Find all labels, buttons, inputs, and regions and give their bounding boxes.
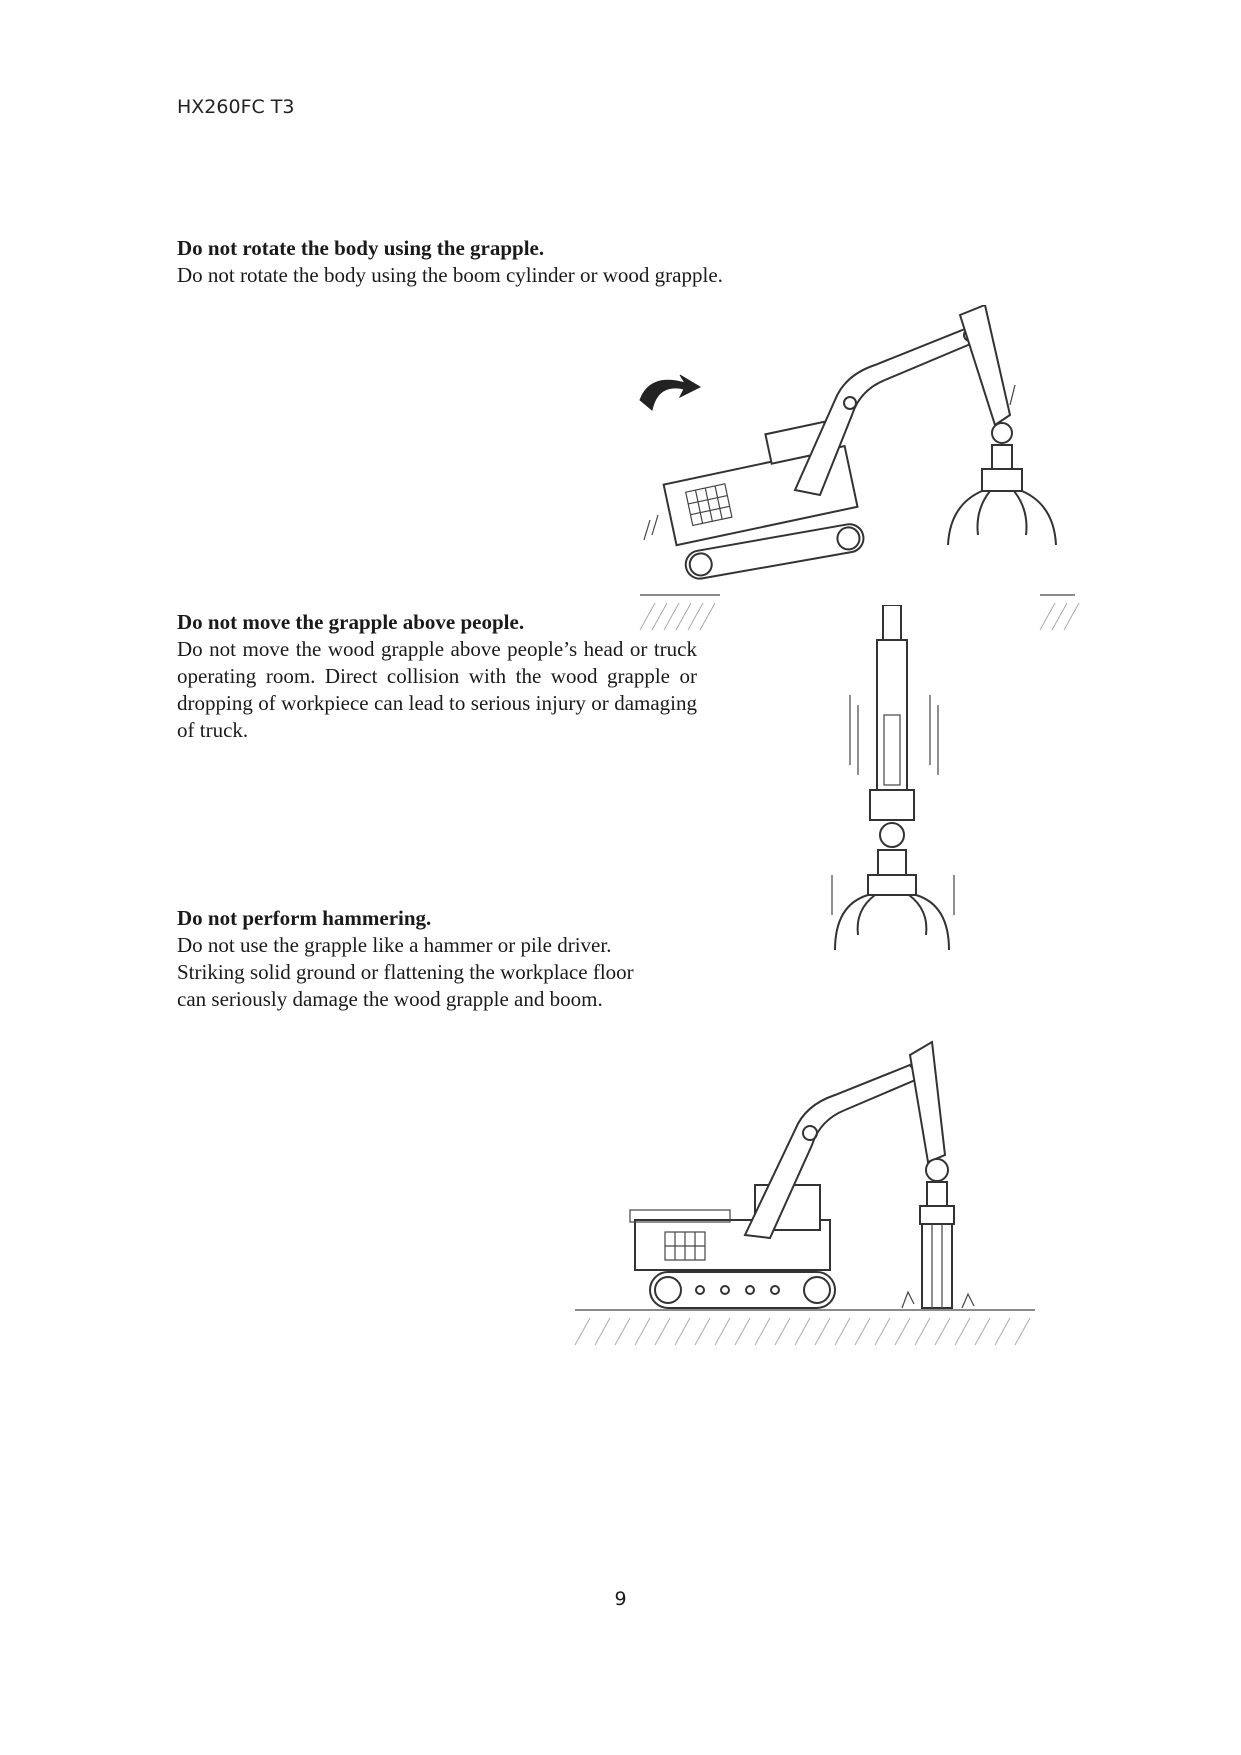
section-3-line-1: Do not use the grapple like a hammer or pile driver. [177,933,612,957]
figure-rotate-body [630,305,1080,635]
excavator-body [630,1185,830,1270]
arm [960,305,1010,425]
ground-hatch-left [640,595,720,630]
rotate-arrow-icon [640,375,700,410]
page-number: 9 [614,1588,627,1610]
section-2-title: Do not move the grapple above people. [177,610,525,634]
header-model: HX260FC T3 [177,96,295,118]
arm [910,1042,945,1162]
boom [795,327,980,495]
section-3-title: Do not perform hammering. [177,906,432,930]
ground-hatch-right [1040,595,1079,630]
section-3-line-3: can seriously damage the wood grapple and boom. [177,987,603,1011]
boom [745,1065,920,1238]
impact-mark-left [902,1292,914,1308]
grapple [948,423,1056,545]
ground-hatch [575,1310,1035,1345]
section-3-body [177,932,634,1013]
section-1-title: Do not rotate the body using the grapple. [177,236,545,260]
figure-grapple-above-people [820,605,970,950]
section-3-line-2: Striking solid ground or flattening the workplace floor [177,960,634,984]
grapple [920,1159,954,1308]
excavator-tracks [650,1272,835,1308]
impact-mark-right [962,1294,974,1308]
section-1-body: Do not rotate the body using the boom cylinder or wood grapple. [177,263,723,287]
figure-hammering [570,1020,1040,1350]
section-2-body: Do not move the wood grapple above people’s head or truck operating room. Direct collision with the wood grapple or dropping of workpiece can lead to serious injury or damaging of truck. [177,637,697,742]
